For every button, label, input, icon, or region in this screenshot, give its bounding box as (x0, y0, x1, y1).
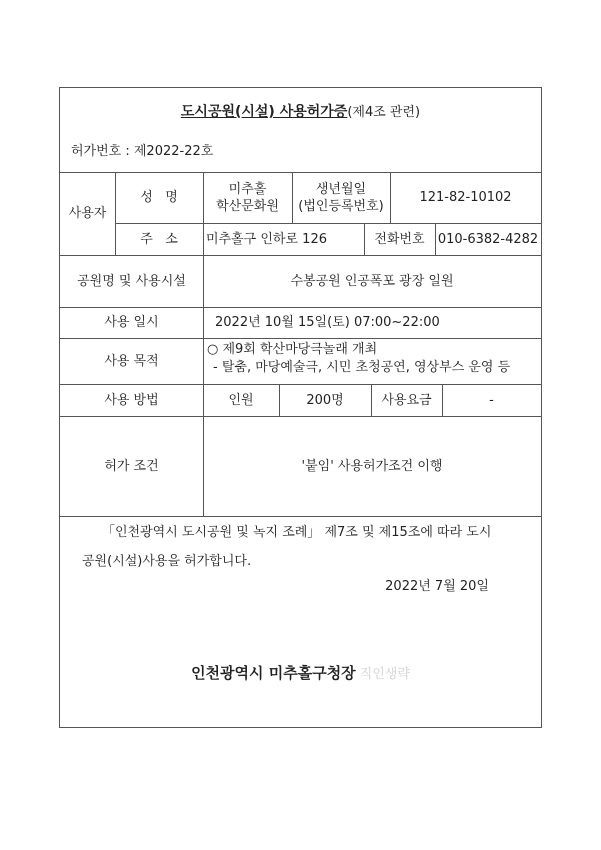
people-value: 200명 (306, 392, 344, 408)
condition-value: '붙임' 사용허가조건 이행 (301, 458, 443, 474)
purpose-line: - 탈춤, 마당예술극, 시민 초청공연, 영상부스 운영 등 (213, 360, 511, 375)
title-reference: (제4조 관련) (347, 105, 421, 120)
birth-label-line: (법인등록번호) (298, 198, 384, 214)
fee-value: - (489, 392, 494, 408)
birth-label-line: 생년월일 (315, 181, 367, 197)
statement-line: 공원(시설)사용을 허가합니다. (82, 554, 252, 569)
issuer-name: 인천광역시 미추홀구청장 (191, 664, 356, 682)
birth-label (292, 172, 390, 223)
date-label: 사용 일시 (104, 315, 159, 330)
permit-document (59, 87, 542, 728)
name-value (203, 172, 292, 223)
address-label: 주 소 (140, 231, 178, 247)
phone-label: 전화번호 (374, 231, 425, 247)
name-line: 학산문화원 (216, 198, 279, 214)
name-label: 성 명 (140, 190, 178, 205)
user-label: 사용자 (68, 206, 107, 221)
document-title (60, 88, 541, 121)
statement-line: 「인천광역시 도시공원 및 녹지 조례」 제7조 및 제15조에 따라 도시 (102, 525, 492, 540)
method-label: 사용 방법 (104, 392, 159, 408)
purpose-label: 사용 목적 (104, 353, 159, 369)
name-line: 미추홀 (228, 181, 267, 197)
permit-number: 허가번호 : 제2022-22호 (71, 144, 214, 159)
fee-label: 사용요금 (381, 392, 432, 408)
purpose-line: ○ 제9회 학산마당극놀래 개최 (207, 342, 378, 357)
people-label: 인원 (228, 392, 254, 408)
date-value: 2022년 10월 15일(토) 07:00~22:00 (215, 315, 440, 330)
address-value: 미추홀구 인하로 126 (206, 231, 327, 247)
issuer (60, 662, 541, 683)
permission-statement (72, 518, 532, 576)
issue-date: 2022년 7월 20일 (385, 579, 489, 594)
rule (60, 516, 541, 517)
seal-omitted-mark: 직인생략 (359, 667, 410, 682)
title-main: 도시공원(시설) 사용허가증 (180, 104, 348, 120)
phone-value: 010-6382-4282 (437, 231, 539, 247)
purpose-value (207, 341, 510, 377)
park-label: 공원명 및 사용시설 (77, 273, 186, 289)
registration-number: 121-82-10102 (419, 190, 512, 205)
condition-label: 허가 조건 (104, 458, 159, 474)
park-value: 수봉공원 인공폭포 광장 일원 (290, 273, 454, 289)
